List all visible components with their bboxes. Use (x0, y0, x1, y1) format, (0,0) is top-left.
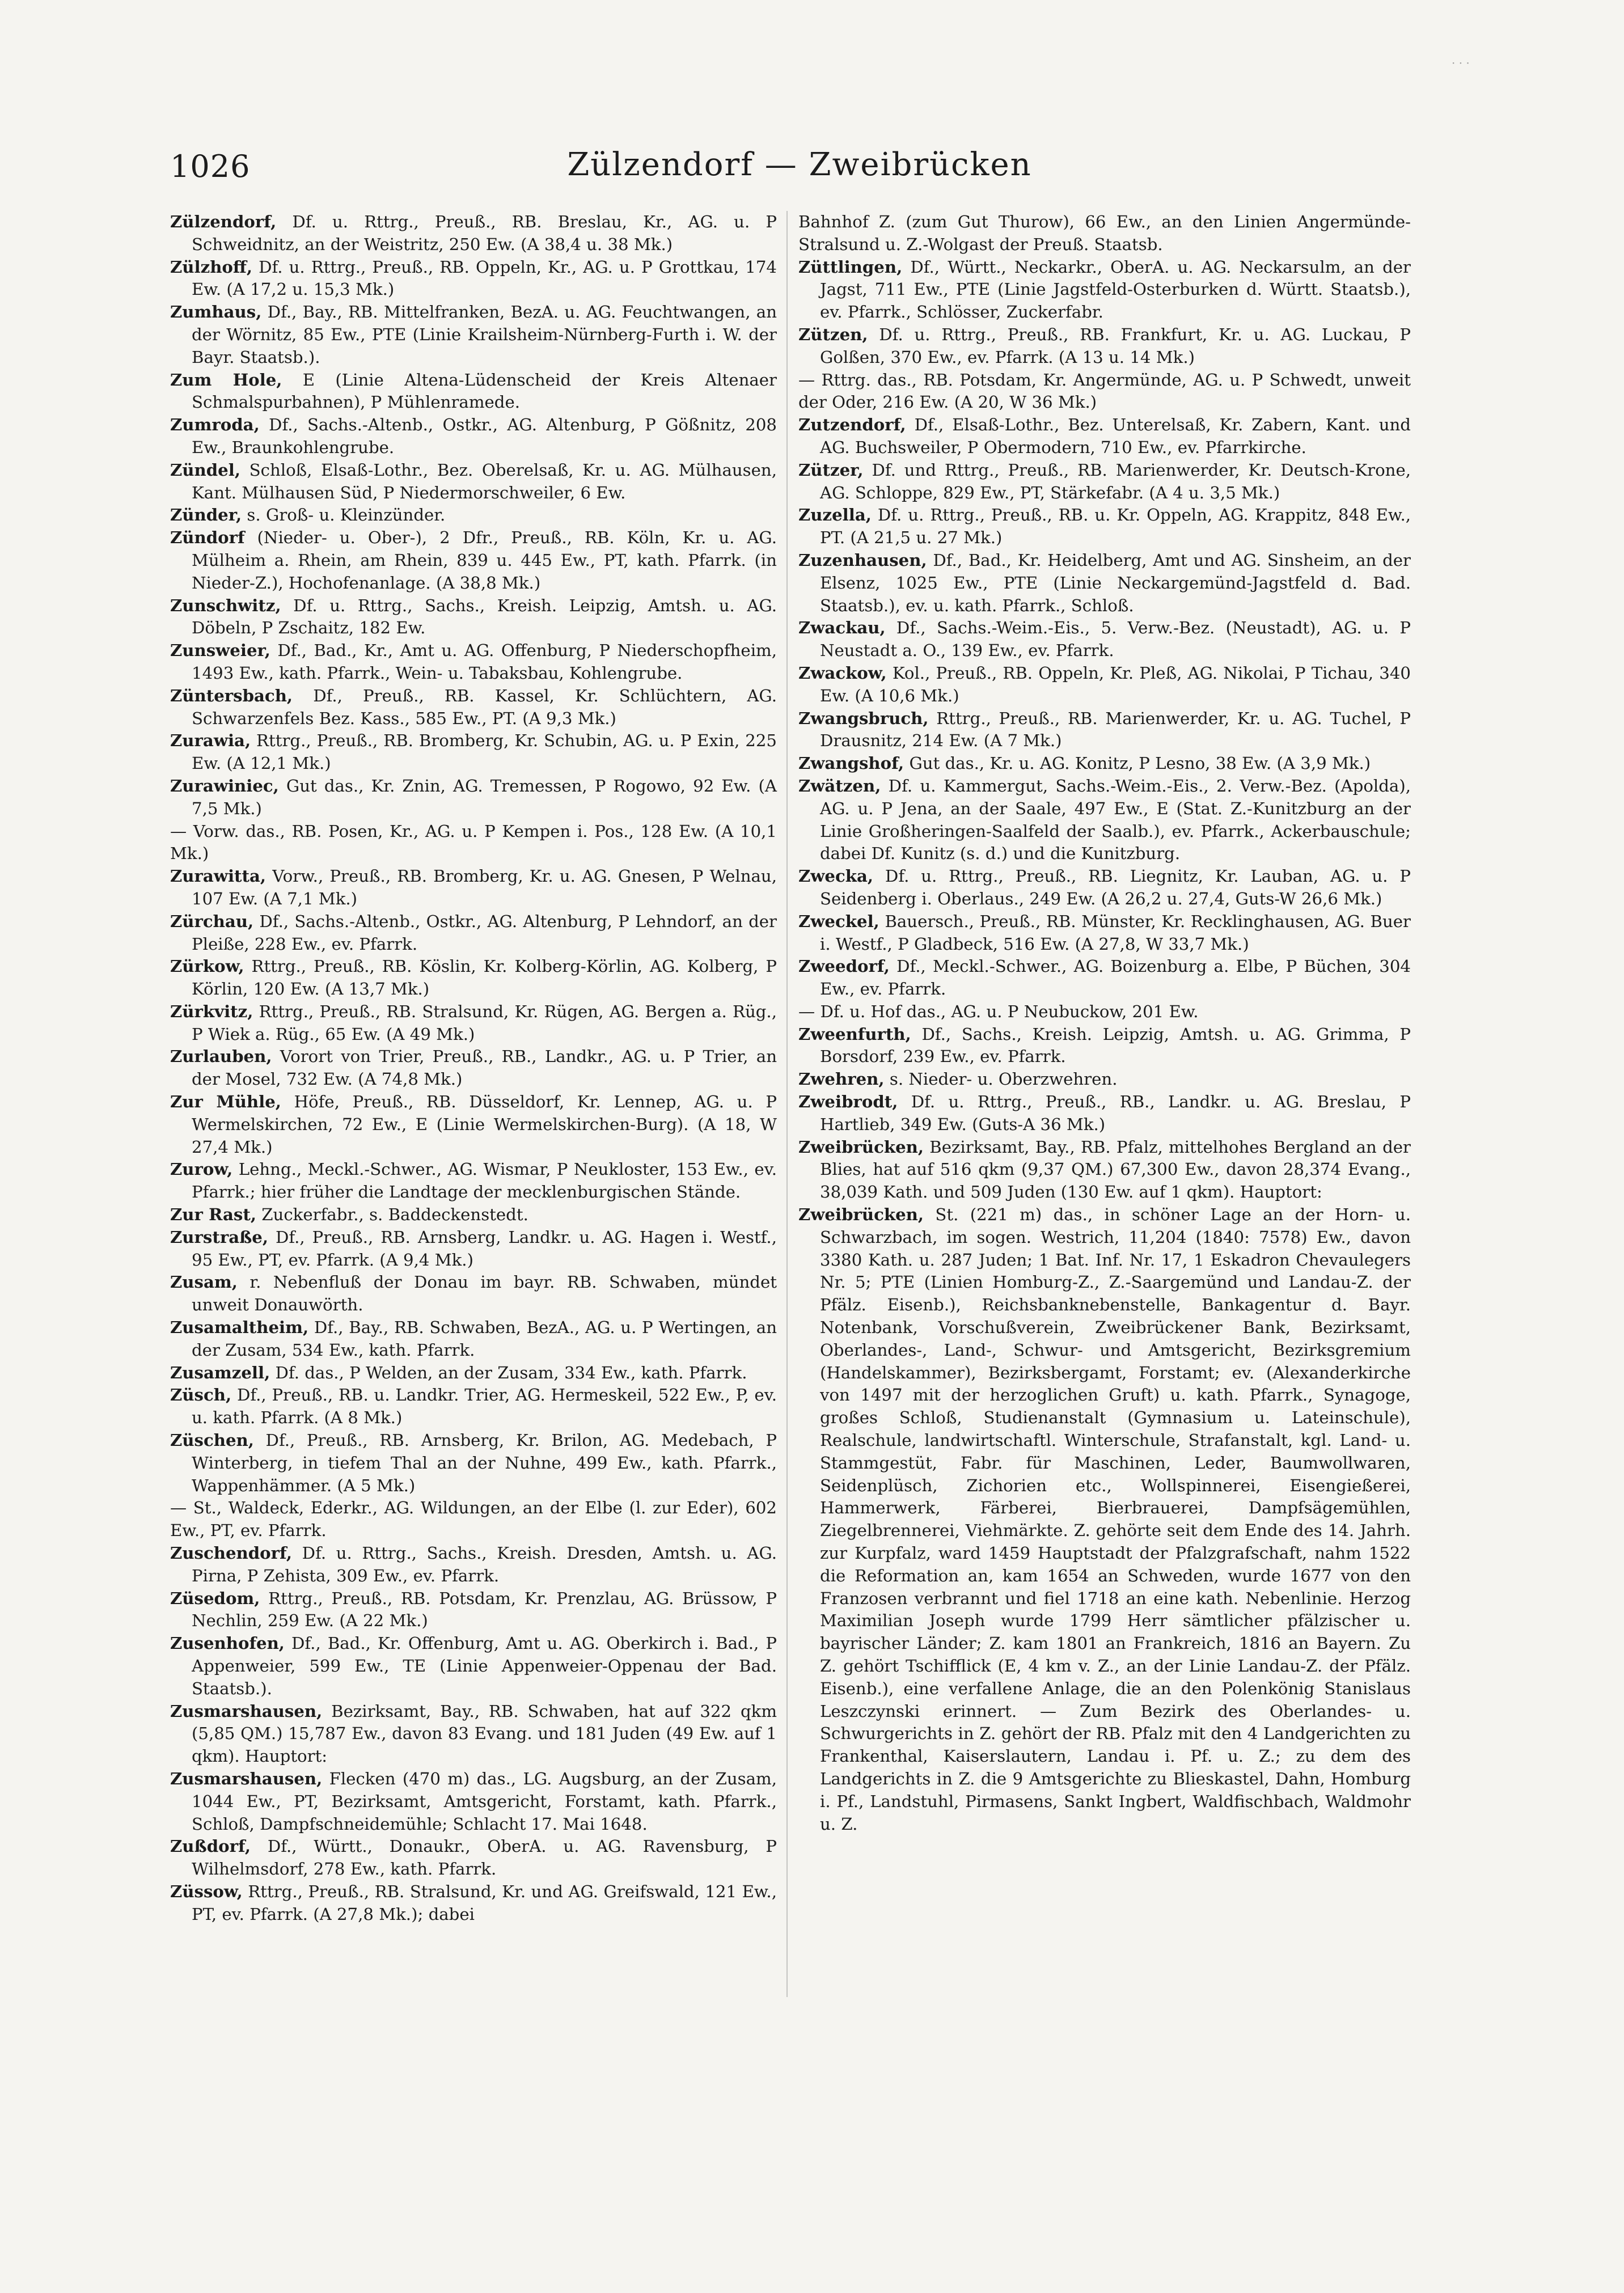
entry-text: Df. u. Rttrg., Sachs., Kreish. Leipzig, Amtsh. u. AG. Döbeln, P Zschaitz, 182 Ew. (192, 595, 777, 638)
entry-headword: Zuschendorf, (170, 1543, 293, 1563)
gazetteer-entry (798, 256, 1411, 324)
entry-text: Df. u. Kammergut, Sachs.-Weim.-Eis., 2. Verw.-Bez. (Apolda), AG. u. P Jena, an der Saale, 497 Ew., E (Stat. Z.-Kunitzburg an der Linie Großheringen-Saalfeld der Saalb.), ev. Pfarrk., Ackerbauschule; dabei Df. Kunitz (s. d.) und die Kunitzburg. (820, 776, 1411, 864)
entry-text: Df., Preuß., RB. Kassel, Kr. Schlüchtern, AG. Schwarzenfels Bez. Kass., 585 Ew., PT. (A 9,3 Mk.) (192, 686, 777, 728)
entry-headword: Zwangshof, (798, 754, 904, 773)
entry-text: Df. u. Rttrg., Preuß., RB., Landkr. u. AG. Breslau, P Hartlieb, 349 Ew. (Guts-A 36 Mk.) (820, 1092, 1411, 1134)
entry-text: Rttrg., Preuß., RB. Stralsund, Kr. Rügen, AG. Bergen a. Rüg., P Wiek a. Rüg., 65 Ew. (A 49 Mk.) (192, 1001, 777, 1044)
entry-headword: Zützer, (798, 460, 864, 480)
gazetteer-entry (798, 708, 1411, 753)
entry-text: s. Groß- u. Kleinzünder. (242, 505, 446, 525)
entry-text: — Df. u. Hof das., AG. u. P Neubuckow, 201 Ew. (798, 1001, 1199, 1021)
entry-text: Df. u. Rttrg., Preuß., RB. Oppeln, Kr., AG. u. P Grottkau, 174 Ew. (A 17,2 u. 15,3 Mk.) (192, 257, 777, 299)
entry-text: Rttrg., Preuß., RB. Köslin, Kr. Kolberg-Körlin, AG. Kolberg, P Körlin, 120 Ew. (A 13,7 Mk.) (192, 957, 777, 999)
page-number: 1026 (170, 149, 251, 184)
entry-text: Df. u. Rttrg., Preuß., RB. Liegnitz, Kr. Lauban, AG. u. P Seidenberg i. Oberlaus., 249 Ew. (A 26,2 u. 27,4, Guts-W 26,6 Mk.) (820, 866, 1411, 908)
entry-headword: Zweibrodt, (798, 1092, 898, 1112)
gazetteer-entry (170, 1001, 777, 1046)
entry-headword: Zurow, (170, 1160, 233, 1179)
entry-text: Flecken (470 m) das., LG. Augsburg, an der Zusam, 1044 Ew., PT, Bezirksamt, Amtsgericht, Forstamt, kath. Pfarrk., Schloß, Dampfschneidemühle; Schlacht 17. Mai 1648. (192, 1769, 777, 1834)
entry-text: Df., Bad., Kr. Offenburg, Amt u. AG. Oberkirch i. Bad., P Appenweier, 599 Ew., TE (Linie Appenweier-Oppenau der Bad. Staatsb.). (192, 1634, 777, 1698)
entry-text: Bezirksamt, Bay., RB. Pfalz, mittelhohes Bergland an der Blies, hat auf 516 qkm (9,37 QM.) 67,300 Ew., davon 28,374 Evang., 38,039 Kath. und 509 Juden (130 Ew. auf 1 qkm). Hauptort: (820, 1137, 1411, 1202)
entry-headword: Züntersbach, (170, 686, 293, 705)
gazetteer-entry (798, 211, 1411, 256)
entry-headword: Züschen, (170, 1431, 254, 1450)
gazetteer-entry (798, 1136, 1411, 1204)
gazetteer-entry (798, 414, 1411, 459)
running-head: Zülzendorf — Zweibrücken (567, 146, 1032, 183)
gazetteer-entry (170, 1542, 777, 1588)
entry-headword: Zumroda, (170, 415, 260, 435)
entry-headword: Züsch, (170, 1385, 232, 1405)
entry-headword: Zülzhoff, (170, 257, 252, 277)
gazetteer-entry (170, 1362, 777, 1385)
entry-text: Schloß, Elsaß-Lothr., Bez. Oberelsaß, Kr. u. AG. Mülhausen, Kant. Mülhausen Süd, P Niedermorschweiler, 6 Ew. (192, 460, 777, 502)
entry-headword: Zwecka, (798, 866, 874, 886)
gazetteer-entry (170, 1046, 777, 1091)
entry-text: Df., Bay., RB. Schwaben, BezA., AG. u. P Wertingen, an der Zusam, 534 Ew., kath. Pfarrk. (192, 1318, 777, 1360)
gazetteer-entry (170, 685, 777, 730)
entry-text: Df., Bay., RB. Mittelfranken, BezA. u. AG. Feuchtwangen, an der Wörnitz, 85 Ew., PTE (Linie Krailsheim-Nürnberg-Furth i. W. der Bayr. Staatsb.). (192, 302, 777, 367)
entry-headword: Züssow, (170, 1881, 243, 1901)
entry-headword: Zweibrücken, (798, 1205, 924, 1225)
entry-headword: Zusenhofen, (170, 1634, 285, 1653)
gazetteer-entry (170, 504, 777, 527)
entry-text: Df., Sachs.-Weim.-Eis., 5. Verw.-Bez. (Neustadt), AG. u. P Neustadt a. O., 139 Ew., ev. Pfarrk. (820, 618, 1411, 661)
entry-headword: Zur Mühle, (170, 1092, 281, 1112)
entry-headword: Zurawitta, (170, 866, 267, 886)
entry-text: s. Nieder- u. Oberzwehren. (884, 1069, 1118, 1089)
entry-headword: Zweibrücken, (798, 1137, 924, 1157)
entry-headword: Züsedom, (170, 1588, 260, 1608)
entry-headword: Zülzendorf, (170, 212, 277, 231)
margin-note: · · · (1452, 56, 1470, 70)
entry-text: Gut das., Kr. Znin, AG. Tremessen, P Rogowo, 92 Ew. (A 7,5 Mk.) (192, 776, 777, 818)
entry-headword: Zuzenhausen, (798, 550, 927, 570)
entry-text: Df. u. Rttrg., Preuß., RB. Frankfurt, Kr. u. AG. Luckau, P Golßen, 370 Ew., ev. Pfarrk. (A 13 u. 14 Mk.) (820, 324, 1411, 367)
entry-headword: Zunschwitz, (170, 595, 281, 615)
gazetteer-entry (170, 1429, 777, 1497)
entry-text: Zuckerfabr., s. Baddeckenstedt. (256, 1205, 528, 1225)
entry-text: Df., Bad., Kr. Heidelberg, Amt und AG. Sinsheim, an der Elsenz, 1025 Ew., PTE (Linie Neckargemünd-Jagstfeld d. Bad. Staatsb.), ev. u. kath. Pfarrk., Schloß. (820, 550, 1411, 615)
gazetteer-entry (170, 595, 777, 640)
entry-text: Rttrg., Preuß., RB. Stralsund, Kr. und AG. Greifswald, 121 Ew., PT, ev. Pfarrk. (A 27,8 Mk.); dabei (192, 1881, 777, 1924)
entry-text: Rttrg., Preuß., RB. Bromberg, Kr. Schubin, AG. u. P Exin, 225 Ew. (A 12,1 Mk.) (192, 731, 777, 773)
entry-text: Lehng., Meckl.-Schwer., AG. Wismar, P Neukloster, 153 Ew., ev. Pfarrk.; hier früher die Landtage der mecklenburgischen Stände. (192, 1160, 777, 1202)
gazetteer-entry (170, 865, 777, 911)
gazetteer-entry (170, 1226, 777, 1272)
gazetteer-entry (170, 1317, 777, 1362)
entry-headword: Zwangsbruch, (798, 708, 929, 728)
gazetteer-entry (798, 865, 1411, 911)
entry-headword: Zusamzell, (170, 1363, 270, 1382)
entry-text: E (Linie Altena-Lüdenscheid der Kreis Altenaer Schmalspurbahnen), P Mühlenramede. (192, 370, 777, 412)
entry-text: Df. und Rttrg., Preuß., RB. Marienwerder, Kr. Deutsch-Krone, AG. Schloppe, 829 Ew., PT, Stärkefabr. (A 4 u. 3,5 Mk.) (820, 460, 1411, 502)
gazetteer-entry (798, 369, 1411, 414)
entry-headword: Zwehren, (798, 1069, 885, 1089)
gazetteer-entry (170, 1835, 777, 1881)
entry-headword: Zündorf (170, 528, 245, 548)
gazetteer-entry (170, 1204, 777, 1226)
gazetteer-entry (798, 459, 1411, 505)
gazetteer-entry (170, 369, 777, 414)
entry-text: Df., Preuß., RB. Arnsberg, Kr. Brilon, AG. Medebach, P Winterberg, in tiefem Thal an der Nuhne, 499 Ew., kath. Pfarrk., Wappenhämmer. (A 5 Mk.) (192, 1431, 777, 1495)
gazetteer-entry (170, 211, 777, 256)
entry-headword: Zurawia, (170, 731, 251, 751)
entry-headword: Zündel, (170, 460, 240, 480)
entry-headword: Zweenfurth, (798, 1024, 911, 1044)
entry-text: (Nieder- u. Ober-), 2 Dfr., Preuß., RB. Köln, Kr. u. AG. Mülheim a. Rhein, am Rhein, 839 u. 445 Ew., PT, kath. Pfarrk. (in Nieder-Z.), Hochofenanlage. (A 38,8 Mk.) (192, 528, 777, 593)
entry-text: — Rttrg. das., RB. Potsdam, Kr. Angermünde, AG. u. P Schwedt, unweit der Oder, 216 Ew. (A 20, W 36 Mk.) (798, 370, 1411, 412)
entry-headword: Zwackau, (798, 618, 886, 638)
gazetteer-entry (170, 820, 777, 866)
entry-text: Df. u. Rttrg., Preuß., RB. Breslau, Kr., AG. u. P Schweidnitz, an der Weistritz, 250 Ew. (A 38,4 u. 38 Mk.) (192, 212, 777, 254)
entry-headword: Zumhaus, (170, 302, 262, 322)
gazetteer-entry (170, 1271, 777, 1317)
entry-text: Df. u. Rttrg., Preuß., RB. u. Kr. Oppeln, AG. Krappitz, 848 Ew., PT. (A 21,5 u. 27 Mk.) (820, 505, 1411, 548)
right-column (798, 211, 1411, 1835)
gazetteer-entry (798, 1023, 1411, 1069)
column-divider (786, 211, 788, 1997)
entry-text: Df., Württ., Neckarkr., OberA. u. AG. Neckarsulm, an der Jagst, 711 Ew., PTE (Linie Jagstfeld-Osterburken d. Württ. Staatsb.), ev. Pfarrk., Schlösser, Zuckerfabr. (820, 257, 1411, 322)
entry-text: Df. u. Rttrg., Sachs., Kreish. Dresden, Amtsh. u. AG. Pirna, P Zehista, 309 Ew., ev. Pfarrk. (192, 1543, 777, 1585)
gazetteer-entry (170, 1091, 777, 1158)
gazetteer-entry (798, 1068, 1411, 1091)
entry-text: Df., Bad., Kr., Amt u. AG. Offenburg, P Niederschopfheim, 1493 Ew., kath. Pfarrk., Wein- u. Tabaksbau, Kohlengrube. (192, 641, 777, 683)
entry-text: Df., Sachs.-Altenb., Ostkr., AG. Altenburg, P Gößnitz, 208 Ew., Braunkohlengrube. (192, 415, 777, 457)
entry-headword: Zurawiniec, (170, 776, 279, 796)
entry-text: Bauersch., Preuß., RB. Münster, Kr. Recklinghausen, AG. Buer i. Westf., P Gladbeck, 516 Ew. (A 27,8, W 33,7 Mk.) (820, 911, 1411, 954)
gazetteer-entry (798, 617, 1411, 662)
gazetteer-entry (170, 911, 777, 956)
entry-text: St. (221 m) das., in schöner Lage an der Horn- u. Schwarzbach, im sogen. Westrich, 11,204 (1840: 7578) Ew., davon 3380 Kath. u. 287 Juden; 1 Bat. Inf. Nr. 17, 1 Eskadron Chevaulegers Nr. 5; PTE (Linien Homburg-Z., Z.-Saargemünd und Landau-Z. der Pfälz. Eisenb.), Reichsbanknebenstelle, Bankagentur d. Bayr. Notenbank, Vorschußverein, Zweibrückener Bank, Bezirksamt, Oberlandes-, Land-, Schwur- und Amtsgericht, Bezirksgremium (Handelskammer), Bezirksbergamt, Forstamt; ev. (Alexanderkirche von 1497 mit der herzoglichen Gruft) u. kath. Pfarrk., Synagoge, großes Schloß, Studienanstalt (Gymnasium u. Lateinschule), Realschule, landwirtschaftl. Winterschule, Strafanstalt, kgl. Land- u. Stammgestüt, Fabr. für Maschinen, Leder, Baumwollwaren, Seidenplüsch, Zichorien etc., Wollspinnerei, Eisengießerei, Hammerwerk, Färberei, Bierbrauerei, Dampfsägemühlen, Ziegelbrennerei, Viehmärkte. Z. gehörte seit dem Ende des 14. Jahrh. zur Kurpfalz, ward 1459 Hauptstadt der Pfalzgrafschaft, nahm 1522 die Reformation an, kam 1654 an Schweden, wurde 1677 von den Franzosen verbrannt und fiel 1718 an eine kath. Nebenlinie. Herzog Maximilian Joseph wurde 1799 Herr sämtlicher pfälzischer u. bayrischer Länder; Z. kam 1801 an Frankreich, 1816 an Bayern. Zu Z. gehört Tschifflick (E, 4 km v. Z., an der Linie Landau-Z. der Pfälz. Eisenb.), eine verfallene Anlage, die an den Polenkönig Stanislaus Leszczynski erinnert. — Zum Bezirk des Oberlandes- u. Schwurgerichts in Z. gehört der RB. Pfalz mit den 4 Landgerichten zu Frankenthal, Kaiserslautern, Landau i. Pf. u. Z.; zu dem des Landgerichts in Z. die 9 Amtsgerichte zu Blieskastel, Dahn, Homburg i. Pf., Landstuhl, Pirmasens, Sankt Ingbert, Waldfischbach, Waldmohr u. Z. (820, 1205, 1411, 1834)
entry-text: Bezirksamt, Bay., RB. Schwaben, hat auf 322 qkm (5,85 QM.) 15,787 Ew., davon 83 Evang. und 181 Juden (49 Ew. auf 1 qkm). Hauptort: (192, 1701, 777, 1766)
gazetteer-entry (798, 911, 1411, 956)
gazetteer-entry (170, 1881, 777, 1926)
entry-headword: Zweckel, (798, 911, 879, 931)
gazetteer-entry (170, 527, 777, 594)
gazetteer-entry (798, 775, 1411, 865)
entry-text: Rttrg., Preuß., RB. Potsdam, Kr. Prenzlau, AG. Brüssow, P Nechlin, 259 Ew. (A 22 Mk.) (192, 1588, 777, 1631)
entry-text: Df., Sachs., Kreish. Leipzig, Amtsh. u. AG. Grimma, P Borsdorf, 239 Ew., ev. Pfarrk. (820, 1024, 1411, 1067)
gazetteer-entry (170, 1632, 777, 1700)
entry-headword: Zusmarshausen, (170, 1701, 323, 1721)
entry-headword: Zur Rast, (170, 1205, 256, 1225)
gazetteer-entry (170, 1588, 777, 1633)
entry-text: Df., Meckl.-Schwer., AG. Boizenburg a. Elbe, P Büchen, 304 Ew., ev. Pfarrk. (820, 957, 1411, 999)
gazetteer-entry (170, 301, 777, 369)
entry-headword: Zützen, (798, 324, 868, 344)
entry-headword: Zunsweier, (170, 641, 270, 661)
entry-headword: Zurlauben, (170, 1047, 272, 1067)
gazetteer-entry (170, 256, 777, 302)
gazetteer-entry (170, 730, 777, 775)
gazetteer-entry (170, 1700, 777, 1768)
gazetteer-entry (170, 955, 777, 1001)
gazetteer-entry (798, 955, 1411, 1001)
entry-text: Df. das., P Welden, an der Zusam, 334 Ew., kath. Pfarrk. (270, 1363, 747, 1382)
entry-text: Df., Württ., Donaukr., OberA. u. AG. Ravensburg, P Wilhelmsdorf, 278 Ew., kath. Pfarrk. (192, 1837, 777, 1879)
entry-headword: Zußdorf, (170, 1837, 251, 1856)
entry-text: Bahnhof Z. (zum Gut Thurow), 66 Ew., an den Linien Angermünde-Stralsund u. Z.-Wolgast der Preuß. Staatsb. (798, 212, 1411, 254)
entry-headword: Zuzella, (798, 505, 872, 525)
left-column (170, 211, 777, 1926)
entry-headword: Zünder, (170, 505, 242, 525)
entry-text: Df., Preuß., RB. Arnsberg, Landkr. u. AG. Hagen i. Westf., 95 Ew., PT, ev. Pfarrk. (A 9,4 Mk.) (192, 1227, 777, 1270)
entry-headword: Zweedorf, (798, 957, 890, 976)
entry-text: Vorort von Trier, Preuß., RB., Landkr., AG. u. P Trier, an der Mosel, 732 Ew. (A 74,8 Mk.) (192, 1047, 777, 1089)
gazetteer-entry (170, 775, 777, 820)
gazetteer-entry (798, 1001, 1411, 1023)
entry-headword: Zürkvitz, (170, 1001, 253, 1021)
gazetteer-entry (170, 1384, 777, 1429)
entry-headword: Züttlingen, (798, 257, 903, 277)
gazetteer-entry (798, 324, 1411, 369)
gazetteer-entry (170, 1768, 777, 1835)
entry-text: r. Nebenfluß der Donau im bayr. RB. Schwaben, mündet unweit Donauwörth. (192, 1272, 777, 1315)
entry-text: Df., Elsaß-Lothr., Bez. Unterelsaß, Kr. Zabern, Kant. und AG. Buchsweiler, P Obermodern, 710 Ew., ev. Pfarrkirche. (820, 415, 1411, 457)
entry-headword: Zusmarshausen, (170, 1769, 323, 1788)
entry-text: Höfe, Preuß., RB. Düsseldorf, Kr. Lennep, AG. u. P Wermelskirchen, 72 Ew., E (Linie Wermelskirchen-Burg). (A 18, W 27,4 Mk.) (192, 1092, 777, 1157)
gazetteer-entry (798, 1091, 1411, 1136)
gazetteer-entry (170, 1158, 777, 1204)
entry-headword: Zusamaltheim, (170, 1318, 309, 1338)
entry-text: Df., Preuß., RB. u. Landkr. Trier, AG. Hermeskeil, 522 Ew., P, ev. u. kath. Pfarrk. (A 8 Mk.) (192, 1385, 777, 1428)
gazetteer-entry (170, 1497, 777, 1542)
entry-text: Vorw., Preuß., RB. Bromberg, Kr. u. AG. Gnesen, P Welnau, 107 Ew. (A 7,1 Mk.) (192, 866, 777, 908)
gazetteer-entry (798, 504, 1411, 549)
entry-headword: Zwätzen, (798, 776, 881, 796)
entry-text: Rttrg., Preuß., RB. Marienwerder, Kr. u. AG. Tuchel, P Drausnitz, 214 Ew. (A 7 Mk.) (820, 708, 1411, 751)
gazetteer-entry (798, 662, 1411, 708)
gazetteer-entry (798, 1204, 1411, 1835)
gazetteer-entry (798, 752, 1411, 775)
entry-headword: Zurstraße, (170, 1227, 269, 1247)
entry-headword: Zwackow, (798, 663, 887, 683)
entry-text: — St., Waldeck, Ederkr., AG. Wildungen, an der Elbe (l. zur Eder), 602 Ew., PT, ev. Pfarrk. (170, 1498, 777, 1541)
entry-text: Kol., Preuß., RB. Oppeln, Kr. Pleß, AG. Nikolai, P Tichau, 340 Ew. (A 10,6 Mk.) (820, 663, 1411, 705)
entry-text: Df., Sachs.-Altenb., Ostkr., AG. Altenburg, P Lehndorf, an der Pleiße, 228 Ew., ev. Pfarrk. (192, 911, 777, 954)
entry-text: Gut das., Kr. u. AG. Konitz, P Lesno, 38 Ew. (A 3,9 Mk.) (904, 754, 1371, 773)
gazetteer-entry (170, 414, 777, 459)
entry-headword: Zum Hole, (170, 370, 282, 390)
gazetteer-entry (170, 640, 777, 685)
entry-headword: Zürkow, (170, 957, 244, 976)
gazetteer-entry (170, 459, 777, 505)
gazetteer-entry (798, 549, 1411, 617)
entry-headword: Zusam, (170, 1272, 238, 1292)
entry-headword: Zürchau, (170, 911, 254, 931)
entry-headword: Zutzendorf, (798, 415, 906, 435)
entry-text: — Vorw. das., RB. Posen, Kr., AG. u. P Kempen i. Pos., 128 Ew. (A 10,1 Mk.) (170, 821, 777, 864)
